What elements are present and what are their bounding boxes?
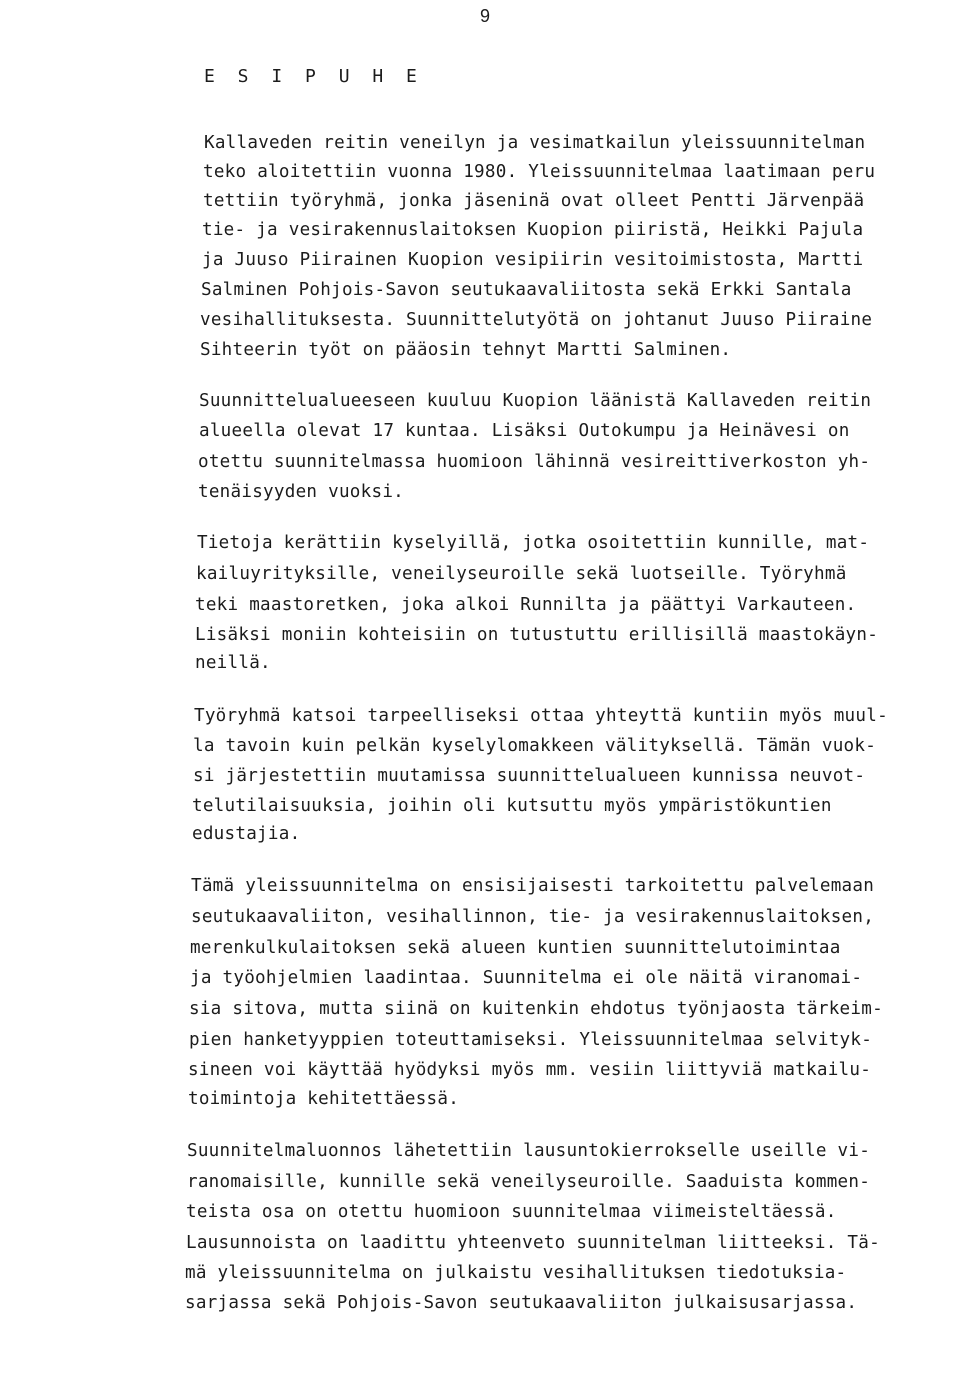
text-line: Suunnitelmaluonnos lähetettiin lausuntokierrokselle useille vi- [187,1141,871,1161]
text-line: si järjestettiin muutamissa suunnittelualueen kunnissa neuvot- [193,766,866,786]
text-line: alueella olevat 17 kuntaa. Lisäksi Outokumpu ja Heinävesi on [199,421,850,441]
text-line: ranomaisille, kunnille sekä veneilyseuroille. Saaduista kommen- [187,1172,871,1192]
text-line: teki maastoretken, joka alkoi Runnilta ja päättyi Varkauteen. [195,595,857,615]
text-line: neillä. [195,653,271,673]
text-line: Tietoja kerättiin kyselyillä, jotka osoitettiin kunnille, mat- [197,533,870,553]
text-line: kailuyrityksille, veneilyseuroille sekä luotseille. Työryhmä [196,564,847,584]
text-line: toimintoja kehitettäessä. [188,1089,460,1109]
page-number: 9 [480,6,491,26]
text-line: Tämä yleissuunnitelma on ensisijaisesti tarkoitettu palvelemaan [191,876,875,896]
text-line: teista osa on otettu huomioon suunnitelmaa viimeisteltäessä. [186,1202,837,1222]
text-line: merenkulkulaitoksen sekä alueen kuntien suunnittelutoimintaa [190,938,841,958]
text-line: mä yleissuunnitelma on julkaistu vesihallituksen tiedotuksia- [185,1263,847,1283]
text-line: seutukaavaliiton, vesihallinnon, tie- ja vesirakennuslaitoksen, [191,907,875,927]
text-line: pien hanketyyppien toteuttamiseksi. Yleissuunnitelmaa selvityk- [189,1030,873,1050]
text-line: Työryhmä katsoi tarpeelliseksi ottaa yhteyttä kuntiin myös muul- [194,706,888,726]
text-line: Suunnittelualueeseen kuuluu Kuopion läänistä Kallaveden reitin [199,391,872,411]
text-line: Sihteerin työt on pääosin tehnyt Martti Salminen. [200,340,732,360]
text-line: Lausunnoista on laadittu yhteenveto suunnitelman liitteeksi. Tä- [186,1233,880,1253]
text-line: telutilaisuuksia, joihin oli kutsuttu myös ympäristökuntien [192,796,832,816]
text-line: sineen voi käyttää hyödyksi myös mm. vesiin liittyviä matkailu- [188,1060,872,1080]
text-line: Lisäksi moniin kohteisiin on tutustuttu erillisillä maastokäyn- [195,625,879,645]
text-line: tettiin työryhmä, jonka jäseninä ovat olleet Pentti Järvenpää [203,191,865,211]
text-line: edustajia. [192,824,301,844]
text-line: la tavoin kuin pelkän kyselylomakkeen välityksellä. Tämän vuok- [193,736,877,756]
text-line: tie- ja vesirakennuslaitoksen Kuopion piiristä, Heikki Pajula [202,220,864,240]
text-line: teko aloitettiin vuonna 1980. Yleissuunnitelmaa laatimaan peru [203,162,876,182]
text-line: ja Juuso Piirainen Kuopion vesipiirin vesitoimistosta, Martti [202,250,864,270]
text-line: ja työohjelmien laadintaa. Suunnitelma ei ole näitä viranomai- [190,968,863,988]
text-line: Kallaveden reitin veneilyn ja vesimatkailun yleissuunnitelman [204,133,866,153]
text-line: sarjassa sekä Pohjois-Savon seutukaavaliiton julkaisusarjassa. [185,1293,858,1313]
text-line: Salminen Pohjois-Savon seutukaavaliitosta sekä Erkki Santala [201,280,852,300]
text-line: sia sitova, mutta siinä on kuitenkin ehdotus työnjaosta tärkeim- [189,999,883,1019]
text-line: otettu suunnitelmassa huomioon lähinnä vesireittiverkoston yh- [198,452,871,472]
page-heading: E S I P U H E [204,66,423,87]
text-line: tenäisyyden vuoksi. [198,482,405,502]
text-line: vesihallituksesta. Suunnittelutyötä on johtanut Juuso Piiraine [200,310,873,330]
